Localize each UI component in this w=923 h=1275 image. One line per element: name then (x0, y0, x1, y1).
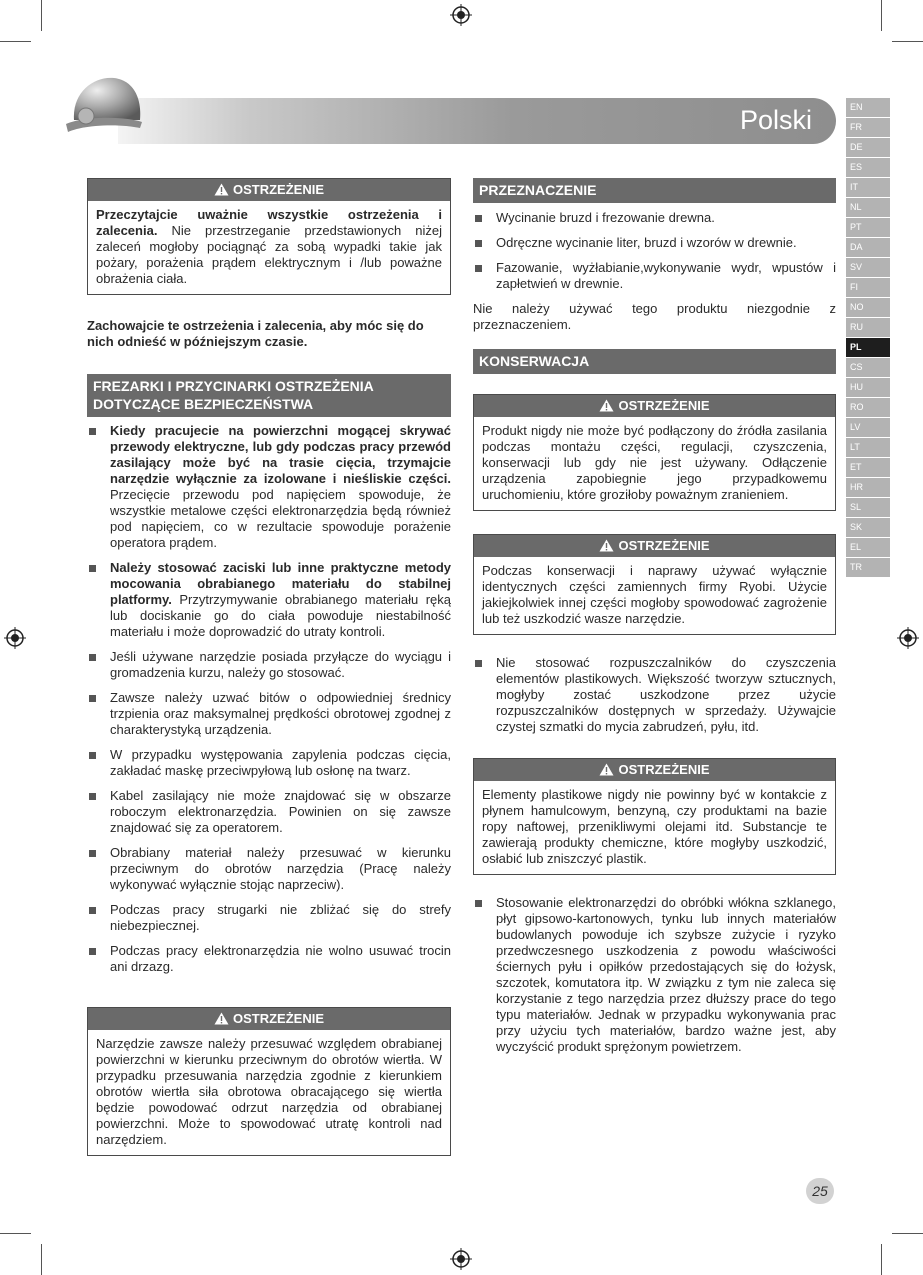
list-item: Jeśli używane narzędzie posiada przyłącze do wyciągu i gromadzenia kurzu, należy go stosować. (87, 649, 451, 681)
warning-triangle-icon (599, 539, 614, 552)
language-tab-lt: LT (846, 438, 890, 457)
purpose-note: Nie należy używać tego produktu niezgodnie z przeznaczeniem. (473, 301, 836, 332)
page-number: 25 (806, 1178, 834, 1204)
warning-triangle-icon (214, 183, 229, 196)
crop-mark (892, 41, 923, 42)
warning-triangle-icon (214, 1012, 229, 1025)
warning-label: OSTRZEŻENIE (618, 762, 710, 777)
language-tab-nl: NL (846, 198, 890, 217)
warning-box (473, 534, 836, 635)
warning-box (473, 394, 836, 511)
list-item-bold: Należy stosować zaciski lub inne praktyczne metody mocowania obrabianego materiału do stabilnej platformy. (110, 560, 451, 607)
crop-mark (41, 0, 42, 31)
warning-box (87, 1007, 451, 1156)
list-item: Obrabiany materiał należy przesuwać w kierunku przeciwnym do obrotów narzędzia (Pracę należy wykonywać wyłącznie stojąc naprzeciw). (87, 845, 451, 893)
language-tab-tr: TR (846, 558, 890, 577)
language-tab-no: NO (846, 298, 890, 317)
list-item: Podczas pracy elektronarzędzia nie wolno usuwać trocin ani drzazg. (87, 943, 451, 975)
warning-box (87, 178, 451, 295)
warning-header (88, 1008, 450, 1030)
list-item (87, 423, 451, 551)
language-tab-pt: PT (846, 218, 890, 237)
registration-mark-icon (4, 627, 26, 649)
keep-instructions-note: Zachowajcie te ostrzeżenia i zalecenia, aby móc się do nich odnieść w późniejszym czasie. (87, 318, 424, 349)
language-tab-cs: CS (846, 358, 890, 377)
language-tab-da: DA (846, 238, 890, 257)
list-item: Nie stosować rozpuszczalników do czyszczenia elementów plastikowych. Większość tworzyw sztucznych, mogłyby zostać uszkodzone przez użycie rozpuszczalników dostępnych w sprzedaży. Używajcie czystej szmatki do mycia zabrudzeń, pyłu, itd. (473, 655, 836, 735)
language-tab-pl: PL (846, 338, 890, 357)
warning-text: Produkt nigdy nie może być podłączony do źródła zasilania podczas montażu części, regulacji, czyszczenia, konserwacji lub gdy nie jest używany. Odłączenie urządzenia zapobiegnie jego przypadkowemu uruchomieniu, które groziłoby poważnym zranieniem. (482, 423, 827, 502)
purpose-list (473, 210, 836, 292)
warning-label: OSTRZEŻENIE (232, 182, 324, 197)
language-tab-sl: SL (846, 498, 890, 517)
warning-header (474, 759, 835, 781)
crop-mark (892, 1233, 923, 1234)
safety-list (87, 423, 451, 975)
list-item: Fazowanie, wyżłabianie,wykonywanie wydr, wpustów i zapłetwień w drewnie. (473, 260, 836, 292)
language-tabs (846, 98, 890, 578)
list-item: Odręczne wycinanie liter, bruzd i wzorów w drewnie. (473, 235, 836, 251)
section-header-router-safety: FREZARKI I PRZYCINARKI OSTRZEŻENIA DOTYCZĄCE BEZPIECZEŃSTWA (87, 374, 451, 417)
warning-label: OSTRZEŻENIE (618, 538, 710, 553)
section-header-maintenance: KONSERWACJA (473, 349, 836, 374)
language-tab-ru: RU (846, 318, 890, 337)
language-tab-lv: LV (846, 418, 890, 437)
warning-label: OSTRZEŻENIE (232, 1011, 324, 1026)
crop-mark (0, 41, 31, 42)
list-item: W przypadku występowania zapylenia podczas cięcia, zakładać maskę przeciwpyłową lub osłonę na twarz. (87, 747, 451, 779)
warning-triangle-icon (599, 399, 614, 412)
crop-mark (0, 1233, 31, 1234)
crop-mark (881, 1244, 882, 1275)
language-tab-et: ET (846, 458, 890, 477)
warning-text: Elementy plastikowe nigdy nie powinny być w kontakcie z płynem hamulcowym, benzyną, czy produktami na bazie ropy naftowej, przenikliwymi olejami itd. Substancje te zawierają produkty chemiczne, które mogłyby uszkodzić, osłabić lub zniszczyć plastik. (482, 787, 827, 866)
language-tab-hr: HR (846, 478, 890, 497)
language-header-bar (118, 98, 836, 144)
language-tab-de: DE (846, 138, 890, 157)
warning-triangle-icon (599, 763, 614, 776)
section-header-purpose: PRZEZNACZENIE (473, 178, 836, 203)
warning-header (88, 179, 450, 201)
list-item: Podczas pracy strugarki nie zbliżać się do strefy niebezpiecznej. (87, 902, 451, 934)
maintenance-list (473, 895, 836, 1055)
language-tab-it: IT (846, 178, 890, 197)
crop-mark (881, 0, 882, 31)
language-tab-fi: FI (846, 278, 890, 297)
maintenance-list (473, 655, 836, 735)
list-item-text: Przytrzymywanie obrabianego materiału ręką lub dociskanie go do ciała powoduje niestabilność materiału i może doprowadzić do utraty kontroli. (110, 592, 451, 639)
language-tab-sk: SK (846, 518, 890, 537)
registration-mark-icon (897, 627, 919, 649)
page-title: Polski (739, 105, 812, 135)
warning-text: Narzędzie zawsze należy przesuwać względem obrabianej powierzchni w kierunku przeciwnym do obrotów wiertła. W przypadku przesuwania narzędzia zgodnie z kierunkiem obrotów wiertła siła obrotowa obracającego się wiertła będzie powodować odrzut narzędzia od obrabianej powierzchni. Może to spowodować utratę kontroli nad narzędziem. (96, 1036, 442, 1147)
language-tab-fr: FR (846, 118, 890, 137)
list-item-bold: Kiedy pracujecie na powierzchni mogącej skrywać przewody elektryczne, lub gdy podczas pracy przewód zasilający może być na trasie cięcia, trzymajcie narzędzie wyłącznie za izolowane i nieśliskie części. (110, 423, 451, 486)
language-tab-el: EL (846, 538, 890, 557)
warning-box (473, 758, 836, 875)
list-item: Kabel zasilający nie może znajdować się w obszarze roboczym elektronarzędzia. Powinien on się zawsze znajdować się za operatorem. (87, 788, 451, 836)
language-tab-es: ES (846, 158, 890, 177)
warning-header (474, 395, 835, 417)
list-item: Zawsze należy uzwać bitów o odpowiedniej średnicy trzpienia oraz maksymalnej prędkości obrotowej zgodnej z charakterystyką urządzenia. (87, 690, 451, 738)
list-item: Wycinanie bruzd i frezowanie drewna. (473, 210, 836, 226)
language-tab-en: EN (846, 98, 890, 117)
list-item (87, 560, 451, 640)
language-tab-ro: RO (846, 398, 890, 417)
registration-mark-icon (450, 4, 472, 26)
list-item-text: Przecięcie przewodu pod napięciem spowoduje, że wszystkie metalowe części elektronarzędzia będą również pod napięciem, co w rezultacie spowoduje porażenie operatora prądem. (110, 487, 451, 550)
warning-bold-text: Przeczytajcie uważnie wszystkie ostrzeżenia i zalecenia. (96, 207, 442, 238)
warning-label: OSTRZEŻENIE (618, 398, 710, 413)
list-item: Stosowanie elektronarzędzi do obróbki włókna szklanego, płyt gipsowo-kartonowych, tynku lub innych materiałów budowlanych powoduje ich szybsze zużycie i ryzyko przedwczesnego uszkodzenia z powodu właściwości ściernych pyłu i opiłków przedostających się do łożysk, szczotek, komutatora itp. W związku z tym nie zaleca się korzystanie z tego narzędzia przez dłuższy prace do tego typu materiałów. Jednak w przypadku wykonywania prac przy użyciu tych materiałów, bardzo ważne jest, aby wyczyścić produkt sprężonym powietrzem. (473, 895, 836, 1055)
warning-text (88, 201, 450, 294)
language-tab-sv: SV (846, 258, 890, 277)
warning-text: Podczas konserwacji i naprawy używać wyłącznie identycznych części zamiennych firmy Ryobi. Użycie jakiejkolwiek innej części mogłoby spowodować zagrożenie lub też uszkodzić wasze narzędzie. (482, 563, 827, 626)
language-tab-hu: HU (846, 378, 890, 397)
crop-mark (41, 1244, 42, 1275)
warning-body-text: Nie przestrzeganie przedstawionych niżej zaleceń mogłoby pociągnąć za sobą wypadki takie jak pożary, porażenia prądem elektrycznym i /lub poważne obrażenia ciała. (96, 223, 442, 286)
safety-helmet-icon (64, 72, 144, 146)
registration-mark-icon (450, 1248, 472, 1270)
warning-header (474, 535, 835, 557)
